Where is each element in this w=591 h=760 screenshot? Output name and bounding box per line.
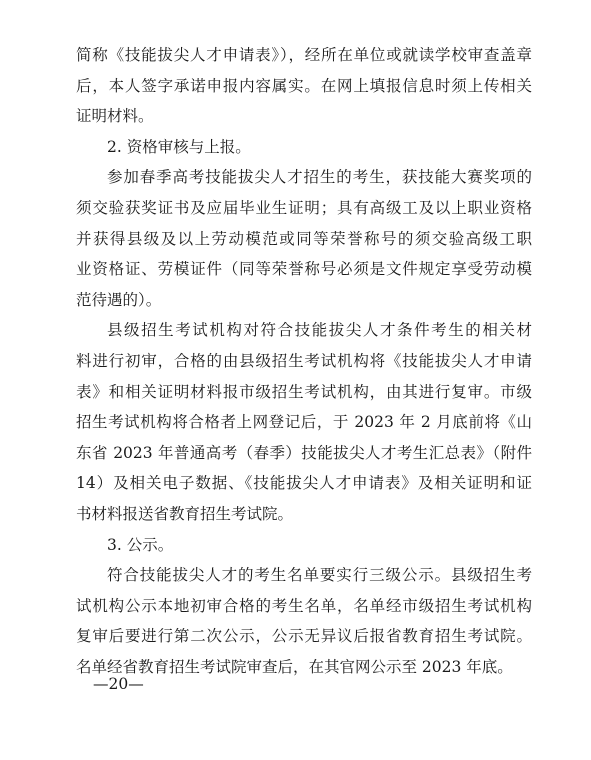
paragraph-line: 业资格证、劳模证件（同等荣誉称号必须是文件规定享受劳动模	[76, 260, 532, 279]
paragraph-line: 东省 2023 年普通高考（春季）技能拔尖人才考生汇总表》（附件	[76, 443, 532, 462]
paragraph-line: 试机构公示本地初审合格的考生名单，名单经市级招生考试机构	[76, 596, 532, 615]
paragraph-line: 范待遇的）。	[76, 290, 162, 309]
section-heading: 3. 公示。	[107, 535, 174, 554]
paragraph-line: 证明材料。	[76, 107, 154, 126]
paragraph-line: 并获得县级及以上劳动模范或同等荣誉称号的须交验高级工职	[76, 229, 532, 248]
paragraph-line: 表》和相关证明材料报市级招生考试机构，由其进行复审。市级	[76, 382, 532, 401]
paragraph-line: 后，本人签字承诺申报内容属实。在网上填报信息时须上传相关	[76, 76, 532, 95]
paragraph-line: 须交验获奖证书及应届毕业生证明；具有高级工及以上职业资格	[76, 198, 532, 217]
paragraph-line: 14）及相关电子数据、《技能拔尖人才申请表》及相关证明和证	[76, 474, 532, 493]
paragraph-line: 符合技能拔尖人才的考生名单要实行三级公示。县级招生考	[107, 566, 532, 585]
paragraph-line: 县级招生考试机构对符合技能拔尖人才条件考生的相关材	[107, 321, 532, 340]
page-number: —20—	[93, 675, 144, 693]
paragraph-line: 书材料报送省教育招生考试院。	[76, 504, 294, 523]
paragraph-line: 复审后要进行第二次公示，公示无异议后报省教育招生考试院。	[76, 627, 532, 646]
paragraph-line: 参加春季高考技能拔尖人才招生的考生，获技能大赛奖项的	[107, 168, 532, 187]
section-heading: 2. 资格审核与上报。	[107, 137, 251, 156]
paragraph-line: 招生考试机构将合格者上网登记后，于 2023 年 2 月底前将《山	[76, 413, 532, 432]
paragraph-line: 料进行初审，合格的由县级招生考试机构将《技能拔尖人才申请	[76, 351, 532, 370]
paragraph-line: 名单经省教育招生考试院审查后，在其官网公示至 2023 年底。	[76, 657, 513, 676]
paragraph-line: 简称《技能拔尖人才申请表》），经所在单位或就读学校审查盖章	[76, 46, 532, 64]
document-body	[76, 40, 532, 682]
